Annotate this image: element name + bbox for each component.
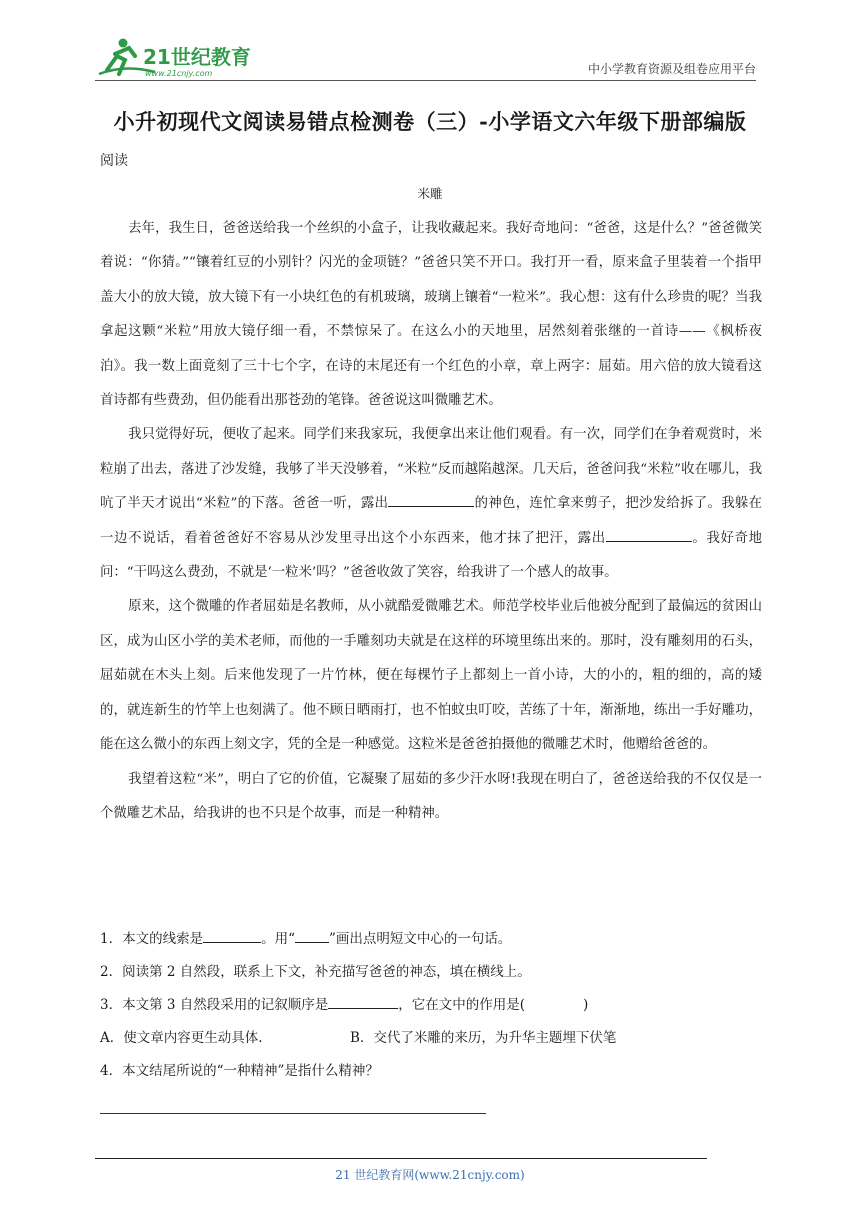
answer-blank-1[interactable] [388, 494, 474, 507]
question-3-blank[interactable] [328, 996, 398, 1009]
passage-body [100, 212, 762, 831]
paragraph-3: 原来，这个微雕的作者屈茹是名教师，从小就酷爱微雕艺术。师范学校毕业后他被分配到了最偏远的贫困山区，成为山区小学的美术老师，而他的一手雕刻功夫就是在这样的环境里练出来的。那时，没有雕刻用的石头，屈茹就在木头上刻。后来他发现了一片竹林，便在每棵竹子上都刻上一首小诗，大的小的，粗的细的，高的矮的，就连新生的竹竿上也刻满了。他不顾日晒雨打，也不怕蚊虫叮咬，苦练了十年，渐渐地，练出一手好雕功，能在这么微小的东西上刻文字，凭的全是一种感觉。这粒米是爸爸拍摄他的微雕艺术时，他赠给爸爸的。 [100, 599, 762, 753]
logo-text: 21世纪教育 [143, 45, 251, 69]
question-1-text-b: 。用“ [261, 931, 295, 947]
question-1 [100, 923, 762, 956]
question-4: 4．本文结尾所说的“一种精神”是指什么精神？ [100, 1063, 379, 1079]
question-1-blank[interactable] [203, 930, 261, 943]
question-3 [100, 989, 762, 1022]
answer-blank-2[interactable] [606, 529, 692, 542]
logo-url: www.21cnjy.com [145, 69, 213, 78]
paragraph-2-part-2: 的神色，连忙拿来剪子，把沙发给拆了。我躲在一边不说话，看着爸爸好不容易从沙发里寻出这个小东西来，他才抹了把汗，露出 [100, 496, 763, 546]
header-divider [95, 80, 756, 81]
paragraph-2 [100, 418, 762, 590]
section-label: 阅读 [100, 153, 128, 169]
question-2: 2．阅读第 2 自然段，联系上下文，补充描写爸爸的神态，填在横线上。 [100, 964, 531, 980]
answer-line[interactable] [100, 1113, 486, 1114]
option-b[interactable]: B．交代了米雕的来历，为升华主题埋下伏笔 [350, 1030, 617, 1046]
question-1-text-c: ”画出点明短文中心的一句话。 [329, 931, 512, 947]
question-3-text-b: ，它在文中的作用是( [398, 997, 526, 1013]
platform-name: 中小学教育资源及组卷应用平台 [587, 62, 756, 76]
paragraph-1: 去年，我生日，爸爸送给我一个丝织的小盒子，让我收藏起来。我好奇地问：“爸爸，这是什么？”爸爸微笑着说：“你猜。”“镶着红豆的小别针？闪光的金项链？”爸爸只笑不开口。我打开一看，原来盒子里装着一个指甲盖大小的放大镜，放大镜下有一小块红色的有机玻璃，玻璃上镶着“一粒米”。我心想：这有什么珍贵的呢？当我拿起这颗“米粒”用放大镜仔细一看，不禁惊呆了。在这么小的天地里，居然刻着张继的一首诗——《枫桥夜泊》。我一数上面竟刻了三十七个字，在诗的末尾还有一个红色的小章，章上两字：屈茹。用六倍的放大镜看这首诗都有些费劲，但仍能看出那苍劲的笔锋。爸爸说这叫微雕艺术。 [100, 221, 762, 409]
question-list [100, 923, 762, 1088]
question-3-options [100, 1022, 762, 1055]
paragraph-4: 我望着这粒“米”，明白了它的价值，它凝聚了屈茹的多少汗水呀!我现在明白了，爸爸送给我的不仅仅是一个微雕艺术品，给我讲的也不只是个故事，而是一种精神。 [100, 771, 762, 821]
question-1-underline-sample [295, 930, 329, 943]
page-title: 小升初现代文阅读易错点检测卷（三）-小学语文六年级下册部编版 [113, 109, 747, 134]
question-1-text-a: 1．本文的线索是 [100, 931, 204, 947]
footer-text: 21 世纪教育网(www.21cnjy.com) [335, 1168, 525, 1182]
question-3-text-c: ) [583, 997, 589, 1013]
option-a[interactable]: A．使文章内容更生动具体. [100, 1030, 263, 1046]
site-logo [95, 34, 265, 80]
question-3-text-a: 3．本文第 3 自然段采用的记叙顺序是 [100, 997, 329, 1013]
paragraph-2-part-3: 。我好奇地问：“干吗这么费劲，不就是‘一粒米’吗？”爸爸收敛了笑容，给我讲了一个感人的故事。 [100, 530, 763, 581]
passage-title: 米雕 [417, 186, 443, 201]
footer-divider [95, 1158, 707, 1159]
paragraph-2-part-1: 我只觉得好玩，便收了起来。同学们来我家玩，我便拿出来让他们观看。有一次，同学们在争着观赏时，米粒崩了出去，落进了沙发缝，我够了半天没够着，“米粒”反而越陷越深。几天后，爸爸问我“米粒”收在哪儿，我吭了半天才说出“米粒”的下落。爸爸一听，露出 [100, 427, 762, 512]
